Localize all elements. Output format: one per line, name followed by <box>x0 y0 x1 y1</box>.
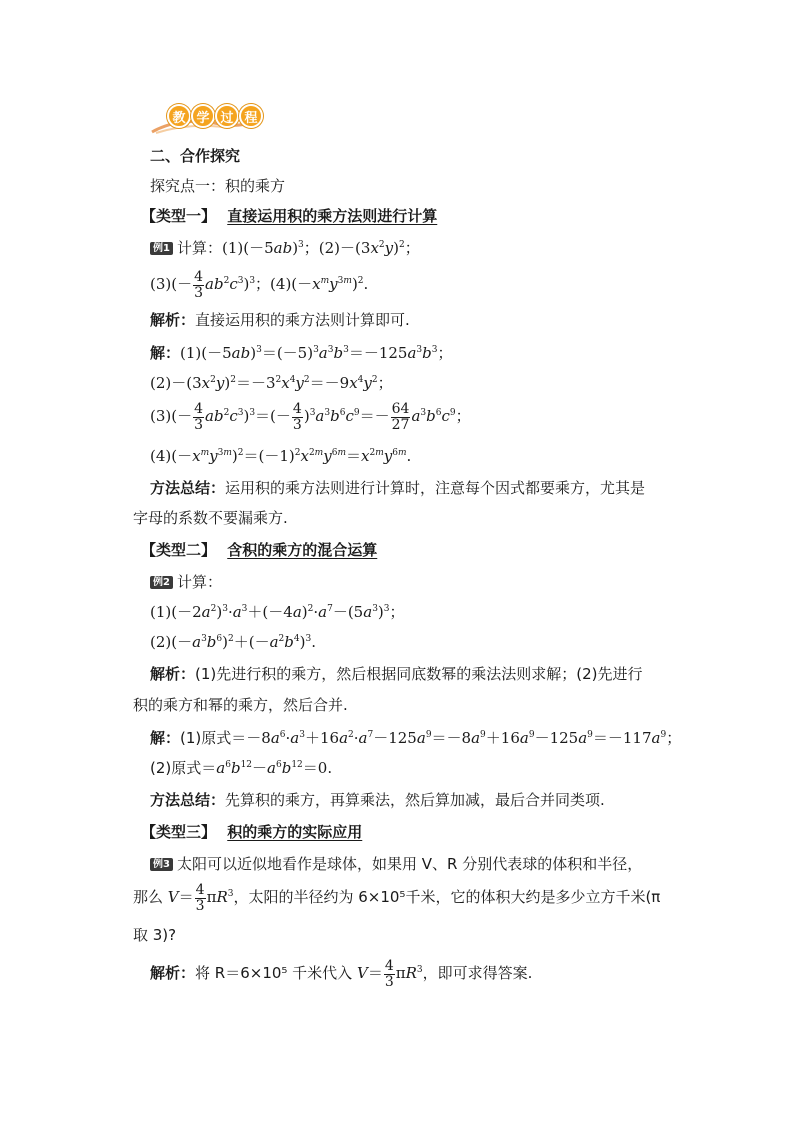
type2-heading <box>141 541 377 559</box>
example3-analysis <box>150 955 532 991</box>
example2-summary-text: 先算积的乘方，再算乘法，然后算加减，最后合并同类项. <box>225 791 605 809</box>
header-char-1: 教 <box>167 104 191 128</box>
example1-solution-2: $(2)-(3x^2y)^2=-3^2x^4y^2=-9x^4y^2$； <box>150 374 393 392</box>
example3-badge: 例3 <box>150 858 173 871</box>
example1-summary-line2: 字母的系数不要漏乘方. <box>133 509 288 527</box>
example1-summary-text1: 运用积的乘方法则进行计算时，注意每个因式都要乘方，尤其是 <box>225 479 646 497</box>
type3-title: 积的乘方的实际应用 <box>227 823 363 841</box>
header-char-3: 过 <box>215 104 239 128</box>
example2-analysis-line1 <box>150 665 643 683</box>
example3-analysis-rest: ，即可求得答案. <box>422 964 533 982</box>
example1-analysis-text: 直接运用积的乘方法则计算即可. <box>195 311 410 329</box>
example2-analysis-text1: (1)先进行积的乘方，然后根据同底数幂的乘法法则求解；(2)先进行 <box>195 665 643 683</box>
example1-summary-label: 方法总结： <box>150 479 226 497</box>
example3-problem-line1 <box>150 855 642 873</box>
example3-line2-rest: ，太阳的半径约为 6×10⁵千米，它的体积大约是多少立方千米(π <box>233 888 661 906</box>
section-header-badge <box>150 102 260 136</box>
type1-heading <box>141 207 437 225</box>
example2-badge: 例2 <box>150 576 173 589</box>
type3-heading <box>141 823 362 841</box>
example1-problem-line1 <box>150 239 420 257</box>
example2-lead: 计算： <box>176 573 222 591</box>
example1-solution-4: $(4)(-x^my^{3m})^2=(-1)^2x^{2m}y^{6m}=x^{2m}y^{6m}$. <box>150 447 412 465</box>
type3-tag: 【类型三】 <box>141 823 217 841</box>
header-char-4: 程 <box>239 104 263 128</box>
example1-analysis <box>150 311 410 329</box>
example2-solution-1: 解：(1)原式$=-8a^6\cdot a^3+16a^2\cdot a^7-125a^9=-8a^9+16a^9-125a^9=-117a^9$； <box>150 729 682 747</box>
example2-summary <box>150 791 605 809</box>
example2-sol2-head: (2)原式 <box>150 759 202 777</box>
example2-analysis-label: 解析： <box>150 665 196 683</box>
example2-summary-label: 方法总结： <box>150 791 226 809</box>
example1-badge: 例1 <box>150 242 173 255</box>
type1-title: 直接运用积的乘方法则进行计算 <box>227 207 438 225</box>
example3-problem-line3: 取 3)? <box>133 926 177 944</box>
example1-solution-1: 解：$(1)(-5ab)^3=(-5)^3a^3b^3=-125a^3b^3$； <box>150 344 453 362</box>
example2-sol1-head: (1)原式 <box>180 729 232 747</box>
example2-analysis-line2: 积的乘方和幂的乘方，然后合并. <box>133 696 348 714</box>
example3-line1-text: 太阳可以近似地看作是球体，如果用 V、R 分别代表球的体积和半径， <box>176 855 643 873</box>
exploration-point-title: 探究点一：积的乘方 <box>150 177 286 195</box>
example1-analysis-label: 解析： <box>150 311 196 329</box>
example1-summary-line1 <box>150 479 645 497</box>
example3-analysis-formula: V＝ $\frac{4}{3}$ $\pi R^3$ <box>356 957 423 990</box>
example1-solution-label: 解： <box>150 344 181 362</box>
example1-problem-line2: (3)(－ $\frac{4}{3}$ $ab^2c^3)^3$；$(4)(-x^my^{3m})^2$. <box>150 268 369 301</box>
example3-line2-lead: 那么 <box>133 888 164 906</box>
example2-solution-2: (2)原式$=a^6b^{12}-a^6b^{12}=0$. <box>150 759 333 777</box>
example2-problem-1: $(1)(-2a^2)^3\cdot a^3+(-4a)^2\cdot a^7-(5a^3)^3$； <box>150 603 405 621</box>
type2-title: 含积的乘方的混合运算 <box>227 541 378 559</box>
type2-tag: 【类型二】 <box>141 541 217 559</box>
example1-expr-1-2: $(1)(-5ab)^3$；$(2)-(3x^2y)^2$； <box>221 239 420 257</box>
section-heading: 二、合作探究 <box>150 147 241 165</box>
example3-analysis-lead: 将 R＝6×10⁵ 千米代入 <box>195 964 353 982</box>
example3-problem-line2 <box>133 879 660 915</box>
example3-volume-formula: V＝ $\frac{4}{3}$ $\pi R^3$ <box>167 881 234 914</box>
type1-tag: 【类型一】 <box>141 207 217 225</box>
example2-problem-lead <box>150 573 222 591</box>
example3-analysis-label: 解析： <box>150 964 196 982</box>
header-char-2: 学 <box>191 104 215 128</box>
example1-solution-3: (3)(－ $\frac{4}{3}$ $ab^2c^3)^3=(-$ $\frac{4}{3}$ )$^3a^3b^6c^9=-$ $\frac{64}{27}$ $a^3b^6c^9$； <box>150 400 471 433</box>
example2-solution-label: 解： <box>150 729 181 747</box>
example2-problem-2: $(2)(-a^3b^6)^2+(-a^2b^4)^3$. <box>150 633 316 651</box>
example1-lead: 计算： <box>176 239 222 257</box>
